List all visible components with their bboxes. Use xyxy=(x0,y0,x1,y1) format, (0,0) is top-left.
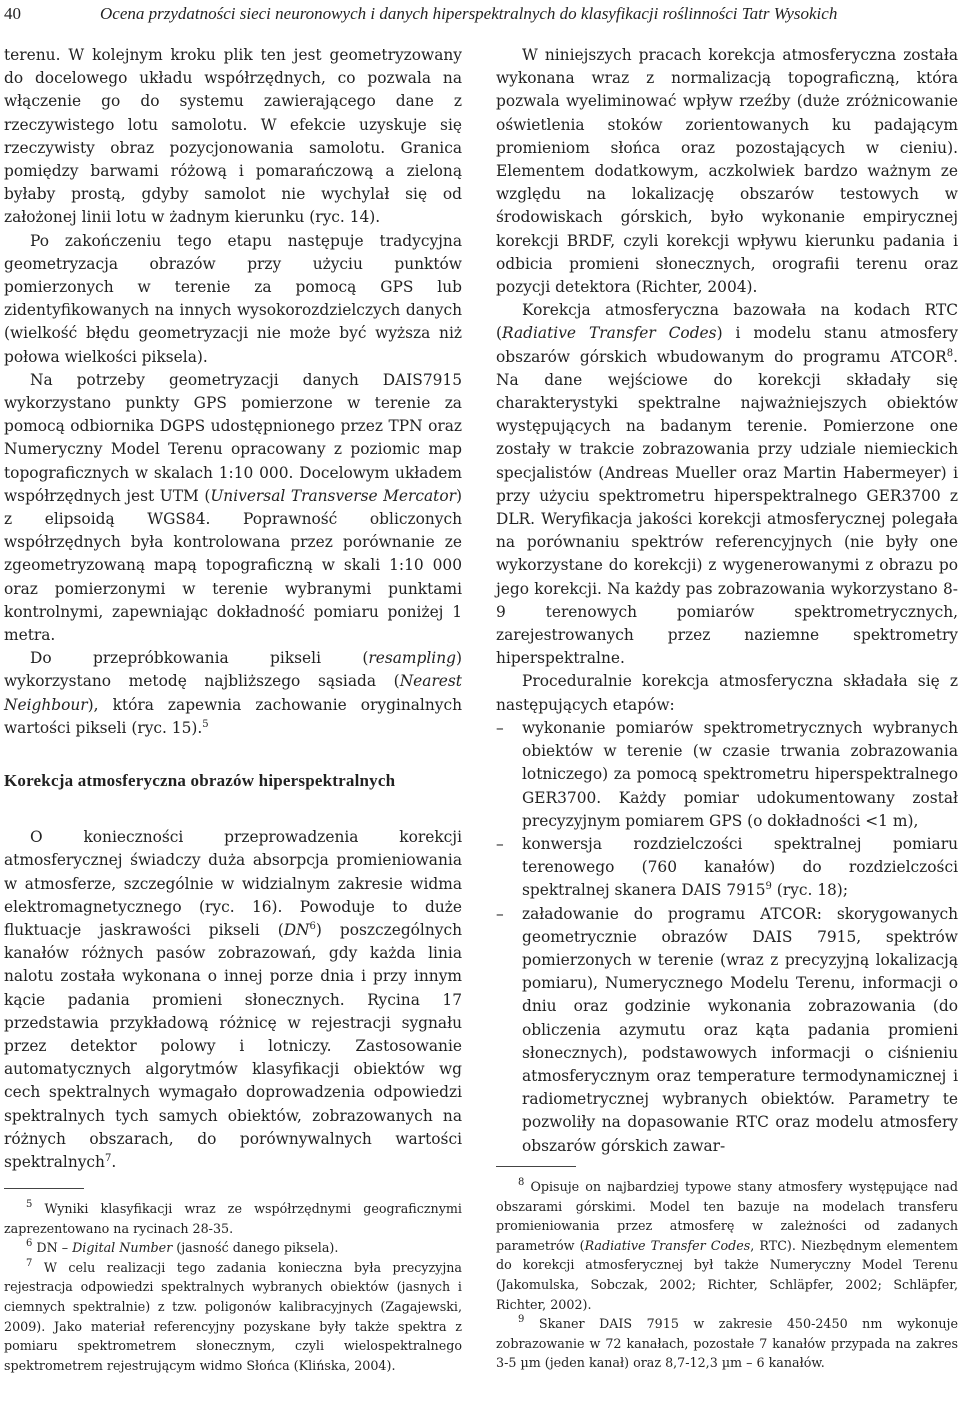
running-title: Ocena przydatności sieci neuronowych i danych hiperspektralnych do klasyfikacji roślinności Tatr Wysokich xyxy=(100,4,838,23)
emphasis: Universal Transverse Mercator xyxy=(210,486,456,505)
paragraph: terenu. W kolejnym kroku plik ten jest geometryzowany do docelowego układu współrzędnych, co pozwala na włączenie go do systemu zawierającego dane z rzeczywistego lotu samolotu. W efekcie uzyskuje się rzeczywisty obraz pozycjonowania samolotu. Granica pomiędzy barwami różową i pomarańczową a zieloną byłaby prostą, gdyby samolot nie wychylał się od założonej linii lotu w żadnym kierunku (ryc. 14). xyxy=(4,46,462,227)
footnote: $^5$ Wyniki klasyfikacji wraz ze współrzędnymi geograficznymi zaprezentowano na rycinach 28-35. xyxy=(4,1199,462,1236)
footnote-separator xyxy=(496,1166,576,1167)
right-column xyxy=(496,44,958,1158)
emphasis: resampling xyxy=(368,649,456,668)
paragraph: Korekcja atmosferyczna bazowała na kodach RTC (Radiative Transfer Codes) i modelu stanu atmosfery obszarów górskich wbudowanym do programu ATCOR$^8$. Na dane wejściowe do korekcji składały się charakterystyki spektralne najważniejszych obiektów występujących na badanym terenie. Pomierzone one zostały w trakcie zobrazowania przy udziale niemieckich specjalistów (Andreas Mueller oraz Martin Habermeyer) i przy użyciu spektrometru hiperspektralnego GER3700 z DLR. Weryfikacja jakości korekcji atmosferycznej polegała na porównaniu spektrów referencyjnych (nie były one wykorzystane do korekcji) z wygenerowanymi z obrazu po jego korekcji. Na każdy pas zobrazowania wykorzystano 8-9 terenowych pomiarów spektrometrycznych, zarejestrowanych przez naziemne spektrometry hiperspektralne. xyxy=(496,301,958,668)
paragraph: O konieczności przeprowadzenia korekcji atmosferycznej świadczy duża absorpcja promieniowania w atmosferze, szczególnie w widzialnym zakresie widma elektromagnetycznego (ryc. 16). Powoduje to duże fluktuacje jaskrawości pikseli $(DN^6)$ poszczególnych kanałów różnych pasów zobrazowań, gdy każda linia nalotu została wykonana o innej porze dnia i przy innym kącie padania promieni słonecznych. Rycina 17 przedstawia przykładową różnicę w rejestracji sygnału przez detektor polowy i lotniczy. Zastosowanie automatycznych algorytmów klasyfikacji obiektów wg cech spektralnych wymagało doprowadzenia odpowiedzi spektralnych tych samych obiektów, zobrazowanych na różnych obszarach, do porównywalnych wartości spektralnych$^7$. xyxy=(4,828,462,1171)
footnote-ref: 7 xyxy=(104,1152,112,1164)
footnotes-left xyxy=(4,1188,462,1375)
page-number: 40 xyxy=(4,4,21,23)
footnote-separator xyxy=(4,1188,84,1189)
footnote-ref: 8 xyxy=(946,347,954,359)
footnotes-right xyxy=(496,1166,958,1373)
paragraph: Po zakończeniu tego etapu następuje tradycyjna geometryzacja obrazów przy użyciu punktów pomierzonych w terenie za pomocą GPS lub zidentyfikowanych na innych wysokorozdzielczych danych (wielkość błędu geometryzacji nie może być wyższa niż połowa wielkości piksela). xyxy=(4,231,462,366)
paragraph: Do przepróbkowania pikseli (resampling) wykorzystano metodę najbliższego sąsiada (Nearest Neighbour), która zapewnia zachowanie oryginalnych wartości pikseli (ryc. 15).$^5$ xyxy=(4,649,462,737)
list-item: – załadowanie do programu ATCOR: skorygowanych geometrycznie obrazów DAIS 7915, spektrów pomierzonych w terenie (wraz z precyzyjną lokalizacją pomiaru), Numerycznego Modelu Terenu, informacji o dniu oraz godzinie wykonania zobrazowania (do obliczenia azymutu oraz kąta padania promieni słonecznych), podstawowych informacji o ciśnieniu atmosferycznym oraz temperature termodynamicznej i radiometrycznej wybranych obiektów. Parametry te pozwoliły na dopasowanie RTC oraz modelu atmosfery obszarów górskich zawar- xyxy=(496,903,958,1158)
emphasis: Nearest Neighbour xyxy=(4,672,462,714)
footnote-ref: 5 xyxy=(202,718,209,730)
list-item: – konwersja rozdzielczości spektralnej pomiaru terenowego (760 kanałów) do rozdzielczości spektralnej skanera DAIS 7915$^9$ (ryc. 18); xyxy=(496,833,958,903)
footnote: $^7$ W celu realizacji tego zadania konieczna była precyzyjna rejestracja odpowiedzi spektralnych wybranych obiektów (jasnych i ciemnych spektralnie) z tzw. poligonów kalibracyjnych (Zagajewski, 2009). Jako materiał referencyjny pozyskane były także spektra z pomiaru spektrometrem słonecznym, czyli wielospektralnego spektrometrem rejestrującym widmo Słońca (Klińska, 2004). xyxy=(4,1257,462,1373)
running-header xyxy=(0,0,960,30)
emphasis: Radiative Transfer Codes xyxy=(502,324,717,343)
list-item: – wykonanie pomiarów spektrometrycznych wybranych obiektów w terenie (w czasie trwania zobrazowania lotniczego) za pomocą spektrometru hiperspektralnego GER3700. Każdy pomiar udokumentowany został precyzyjnym pomiarem GPS (o dokładności <1 m), xyxy=(496,717,958,833)
footnote-ref: 9 xyxy=(765,881,772,893)
paragraph: W niniejszych pracach korekcja atmosferyczna została wykonana wraz z normalizacją topograficzną, która pozwala wyeliminować wpływ rzeźby (duże zróżnicowanie oświetlenia stoków zorientowanych ku padającym promieniom słońca oraz pozostających w cieniu). Elementem dodatkowym, aczkolwiek bardzo ważnym ze względu na lokalizację obszarów testowych w środowiskach górskich, było wykonanie empirycznej korekcji BRDF, czyli korekcji wpływu kierunku padania i odbicia promieni słonecznych, orografii terenu oraz pozycji detektora (Richter, 2004). xyxy=(496,46,958,297)
emphasis: DN xyxy=(283,920,310,939)
procedure-list xyxy=(496,717,958,1158)
paragraph: Na potrzeby geometryzacji danych DAIS7915 wykorzystano punkty GPS pomierzone w terenie za pomocą odbiornika DGPS udostępnionego przez TPN oraz Numeryczny Model Terenu opracowany z poziomic map topograficznych w skalach 1:10 000. Docelowym układem współrzędnych jest UTM (Universal Transverse Mercator) z elipsoidą WGS84. Poprawność obliczonych współrzędnych była kontrolowana przez porównanie ze zgeometryzowaną mapą topograficzną w skali 1:10 000 oraz pomierzonymi w terenie wybranymi punktami kontrolnymi, zapewniając dokładność pomiaru poniżej 1 metra. xyxy=(4,370,462,645)
section-heading: Korekcja atmosferyczna obrazów hiperspektralnych xyxy=(4,771,396,791)
left-column xyxy=(4,44,462,1174)
footnote: $^8$ Opisuje on najbardziej typowe stany atmosfery występujące nad obszarami górskimi. Model ten bazuje na modelach transferu promieniowania przez atmosferę w zależności od zadanych parametrów (Radiative Transfer Codes, RTC). Niezbędnym elementem do korekcji atmosferycznej był także Numeryczny Model Terenu (Jakomulska, Sobczak, 2002; Richter, Schläpfer, 2002; Schläpfer, Richter, 2002). xyxy=(496,1177,959,1312)
footnote-ref: 6 xyxy=(309,920,316,932)
paragraph: Proceduralnie korekcja atmosferyczna składała się z następujących etapów: xyxy=(496,672,958,714)
footnote: $^6$ DN – Digital Number (jasność danego piksela). xyxy=(26,1238,339,1256)
footnote: $^9$ Skaner DAIS 7915 w zakresie 450-2450 nm wykonuje zobrazowanie w 72 kanałach, pozostałe 7 kanałów przypada na zakres 3-5 µm (jeden kanał) oraz 8,7-12,3 µm – 6 kanałów. xyxy=(496,1314,958,1371)
